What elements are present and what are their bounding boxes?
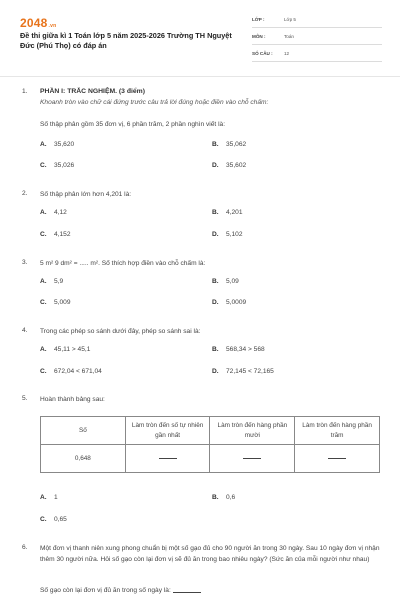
table-header-cell: Làm tròn đến hàng phần trăm xyxy=(295,417,380,445)
meta-label: MÔN : xyxy=(252,34,266,39)
option-letter: A. xyxy=(40,494,47,501)
option-letter: B. xyxy=(212,346,219,353)
question-text: Số thập phân lớn hơn 4,201 là: xyxy=(40,191,132,198)
rounding-table xyxy=(40,416,380,473)
option-text: 35,062 xyxy=(226,141,247,148)
option-text: 1 xyxy=(54,494,58,501)
blank-dash xyxy=(243,458,261,459)
option-letter: B. xyxy=(212,141,219,148)
answer-prompt xyxy=(40,587,201,594)
option-text: 4,201 xyxy=(226,209,243,216)
meta-label: SỐ CÂU : xyxy=(252,51,273,56)
site-logo[interactable] xyxy=(20,16,56,30)
option-text: 5,102 xyxy=(226,231,243,238)
meta-label: LỚP : xyxy=(252,17,265,22)
option-letter: C. xyxy=(40,368,47,375)
option-letter: A. xyxy=(40,346,47,353)
answer-option[interactable] xyxy=(212,346,265,353)
option-text: 72,145 < 72,165 xyxy=(226,368,274,375)
logo-suffix: .vn xyxy=(48,23,57,29)
table-header-cell: Làm tròn đến hàng phần mười xyxy=(210,417,295,445)
meta-value: Lớp 5 xyxy=(284,17,296,22)
meta-row-subject xyxy=(252,31,382,45)
question-text: 5 m² 9 dm² = ..... m². Số thích hợp điền vào chỗ chấm là: xyxy=(40,260,206,267)
option-letter: D. xyxy=(212,162,219,169)
option-text: 568,34 > 568 xyxy=(226,346,265,353)
option-letter: C. xyxy=(40,516,47,523)
option-text: 0,65 xyxy=(54,516,67,523)
question-number: 2. xyxy=(22,190,28,197)
meta-row-class xyxy=(252,14,382,28)
table-cell-blank[interactable] xyxy=(125,445,210,473)
option-letter: A. xyxy=(40,278,47,285)
question-text: Hoàn thành bảng sau: xyxy=(40,396,105,403)
option-letter: C. xyxy=(40,299,47,306)
table-row xyxy=(41,445,380,473)
option-text: 5,9 xyxy=(54,278,64,285)
logo-text: 2048 xyxy=(20,16,48,30)
table-cell-blank[interactable] xyxy=(210,445,295,473)
option-text: 45,11 > 45,1 xyxy=(54,346,91,353)
answer-option[interactable] xyxy=(40,368,102,375)
answer-option[interactable] xyxy=(40,299,71,306)
question-number: 4. xyxy=(22,327,28,334)
section-heading: PHẦN I: TRẮC NGHIỆM. (3 điểm) xyxy=(40,88,145,95)
table-cell-value: 0,648 xyxy=(41,445,126,473)
option-text: 0,6 xyxy=(226,494,236,501)
answer-option[interactable] xyxy=(40,278,63,285)
page-header xyxy=(0,0,400,72)
option-text: 35,026 xyxy=(54,162,75,169)
option-text: 35,602 xyxy=(226,162,247,169)
blank-dash xyxy=(159,458,177,459)
question-number: 1. xyxy=(22,88,28,95)
answer-option[interactable] xyxy=(40,209,67,216)
option-text: 5,009 xyxy=(54,299,71,306)
option-letter: D. xyxy=(212,231,219,238)
blank-dash xyxy=(328,458,346,459)
answer-blank[interactable] xyxy=(173,592,201,593)
answer-option[interactable] xyxy=(212,231,243,238)
meta-value: 12 xyxy=(284,51,290,56)
answer-option[interactable] xyxy=(40,494,58,501)
exam-meta xyxy=(252,14,382,65)
option-letter: A. xyxy=(40,141,47,148)
option-letter: D. xyxy=(212,299,219,306)
header-divider xyxy=(0,76,400,77)
answer-option[interactable] xyxy=(212,162,246,169)
table-header-cell: Số xyxy=(41,417,126,445)
answer-option[interactable] xyxy=(212,368,274,375)
option-letter: D. xyxy=(212,368,219,375)
answer-option[interactable] xyxy=(212,141,246,148)
option-text: 4,152 xyxy=(54,231,71,238)
question-text: Trong các phép so sánh dưới đây, phép so sánh sai là: xyxy=(40,328,201,335)
question-text: Số thập phân gồm 35 đơn vị, 6 phần trăm, 2 phần nghìn viết là: xyxy=(40,121,226,128)
option-text: 35,620 xyxy=(54,141,75,148)
answer-prompt-text: Số gạo còn lại đơn vị đủ ăn trong số ngày là: xyxy=(40,587,171,594)
meta-row-count xyxy=(252,48,382,62)
question-number: 3. xyxy=(22,259,28,266)
option-text: 672,04 < 671,04 xyxy=(54,368,102,375)
option-letter: C. xyxy=(40,162,47,169)
option-letter: A. xyxy=(40,209,47,216)
option-text: 5,0009 xyxy=(226,299,247,306)
meta-value: Toán xyxy=(284,34,294,39)
table-cell-blank[interactable] xyxy=(295,445,380,473)
option-letter: B. xyxy=(212,278,219,285)
page-title: Đề thi giữa kì 1 Toán lớp 5 năm 2025-2026 Trường TH Nguyệt Đức (Phú Thọ) có đáp án xyxy=(20,31,232,51)
answer-option[interactable] xyxy=(40,346,90,353)
answer-option[interactable] xyxy=(212,299,246,306)
question-number: 6. xyxy=(22,544,28,551)
option-text: 5,09 xyxy=(226,278,239,285)
question-number: 5. xyxy=(22,395,28,402)
table-header-row xyxy=(41,417,380,445)
table-header-cell: Làm tròn đến số tự nhiên gần nhất xyxy=(125,417,210,445)
answer-option[interactable] xyxy=(212,209,243,216)
option-letter: B. xyxy=(212,209,219,216)
question-text: Một đơn vị thanh niên xung phong chuẩn bị một số gạo đủ cho 90 người ăn trong 30 ngày. Sau 10 ngày đơn vị nhận thêm 30 người nữa. Hỏi số gạo còn lại đơn vị sẽ đủ ăn trong bao nhiêu ngày? (Sức ăn của mỗi người như nhau) xyxy=(40,545,380,563)
answer-option[interactable] xyxy=(40,516,67,523)
answer-option[interactable] xyxy=(212,278,239,285)
answer-option[interactable] xyxy=(40,162,74,169)
answer-option[interactable] xyxy=(212,494,235,501)
answer-option[interactable] xyxy=(40,231,71,238)
option-text: 4,12 xyxy=(54,209,67,216)
answer-option[interactable] xyxy=(40,141,74,148)
option-letter: B. xyxy=(212,494,219,501)
section-instruction: Khoanh tròn vào chữ cái đứng trước câu trả lời đúng hoặc điền vào chỗ chấm: xyxy=(40,99,269,106)
option-letter: C. xyxy=(40,231,47,238)
